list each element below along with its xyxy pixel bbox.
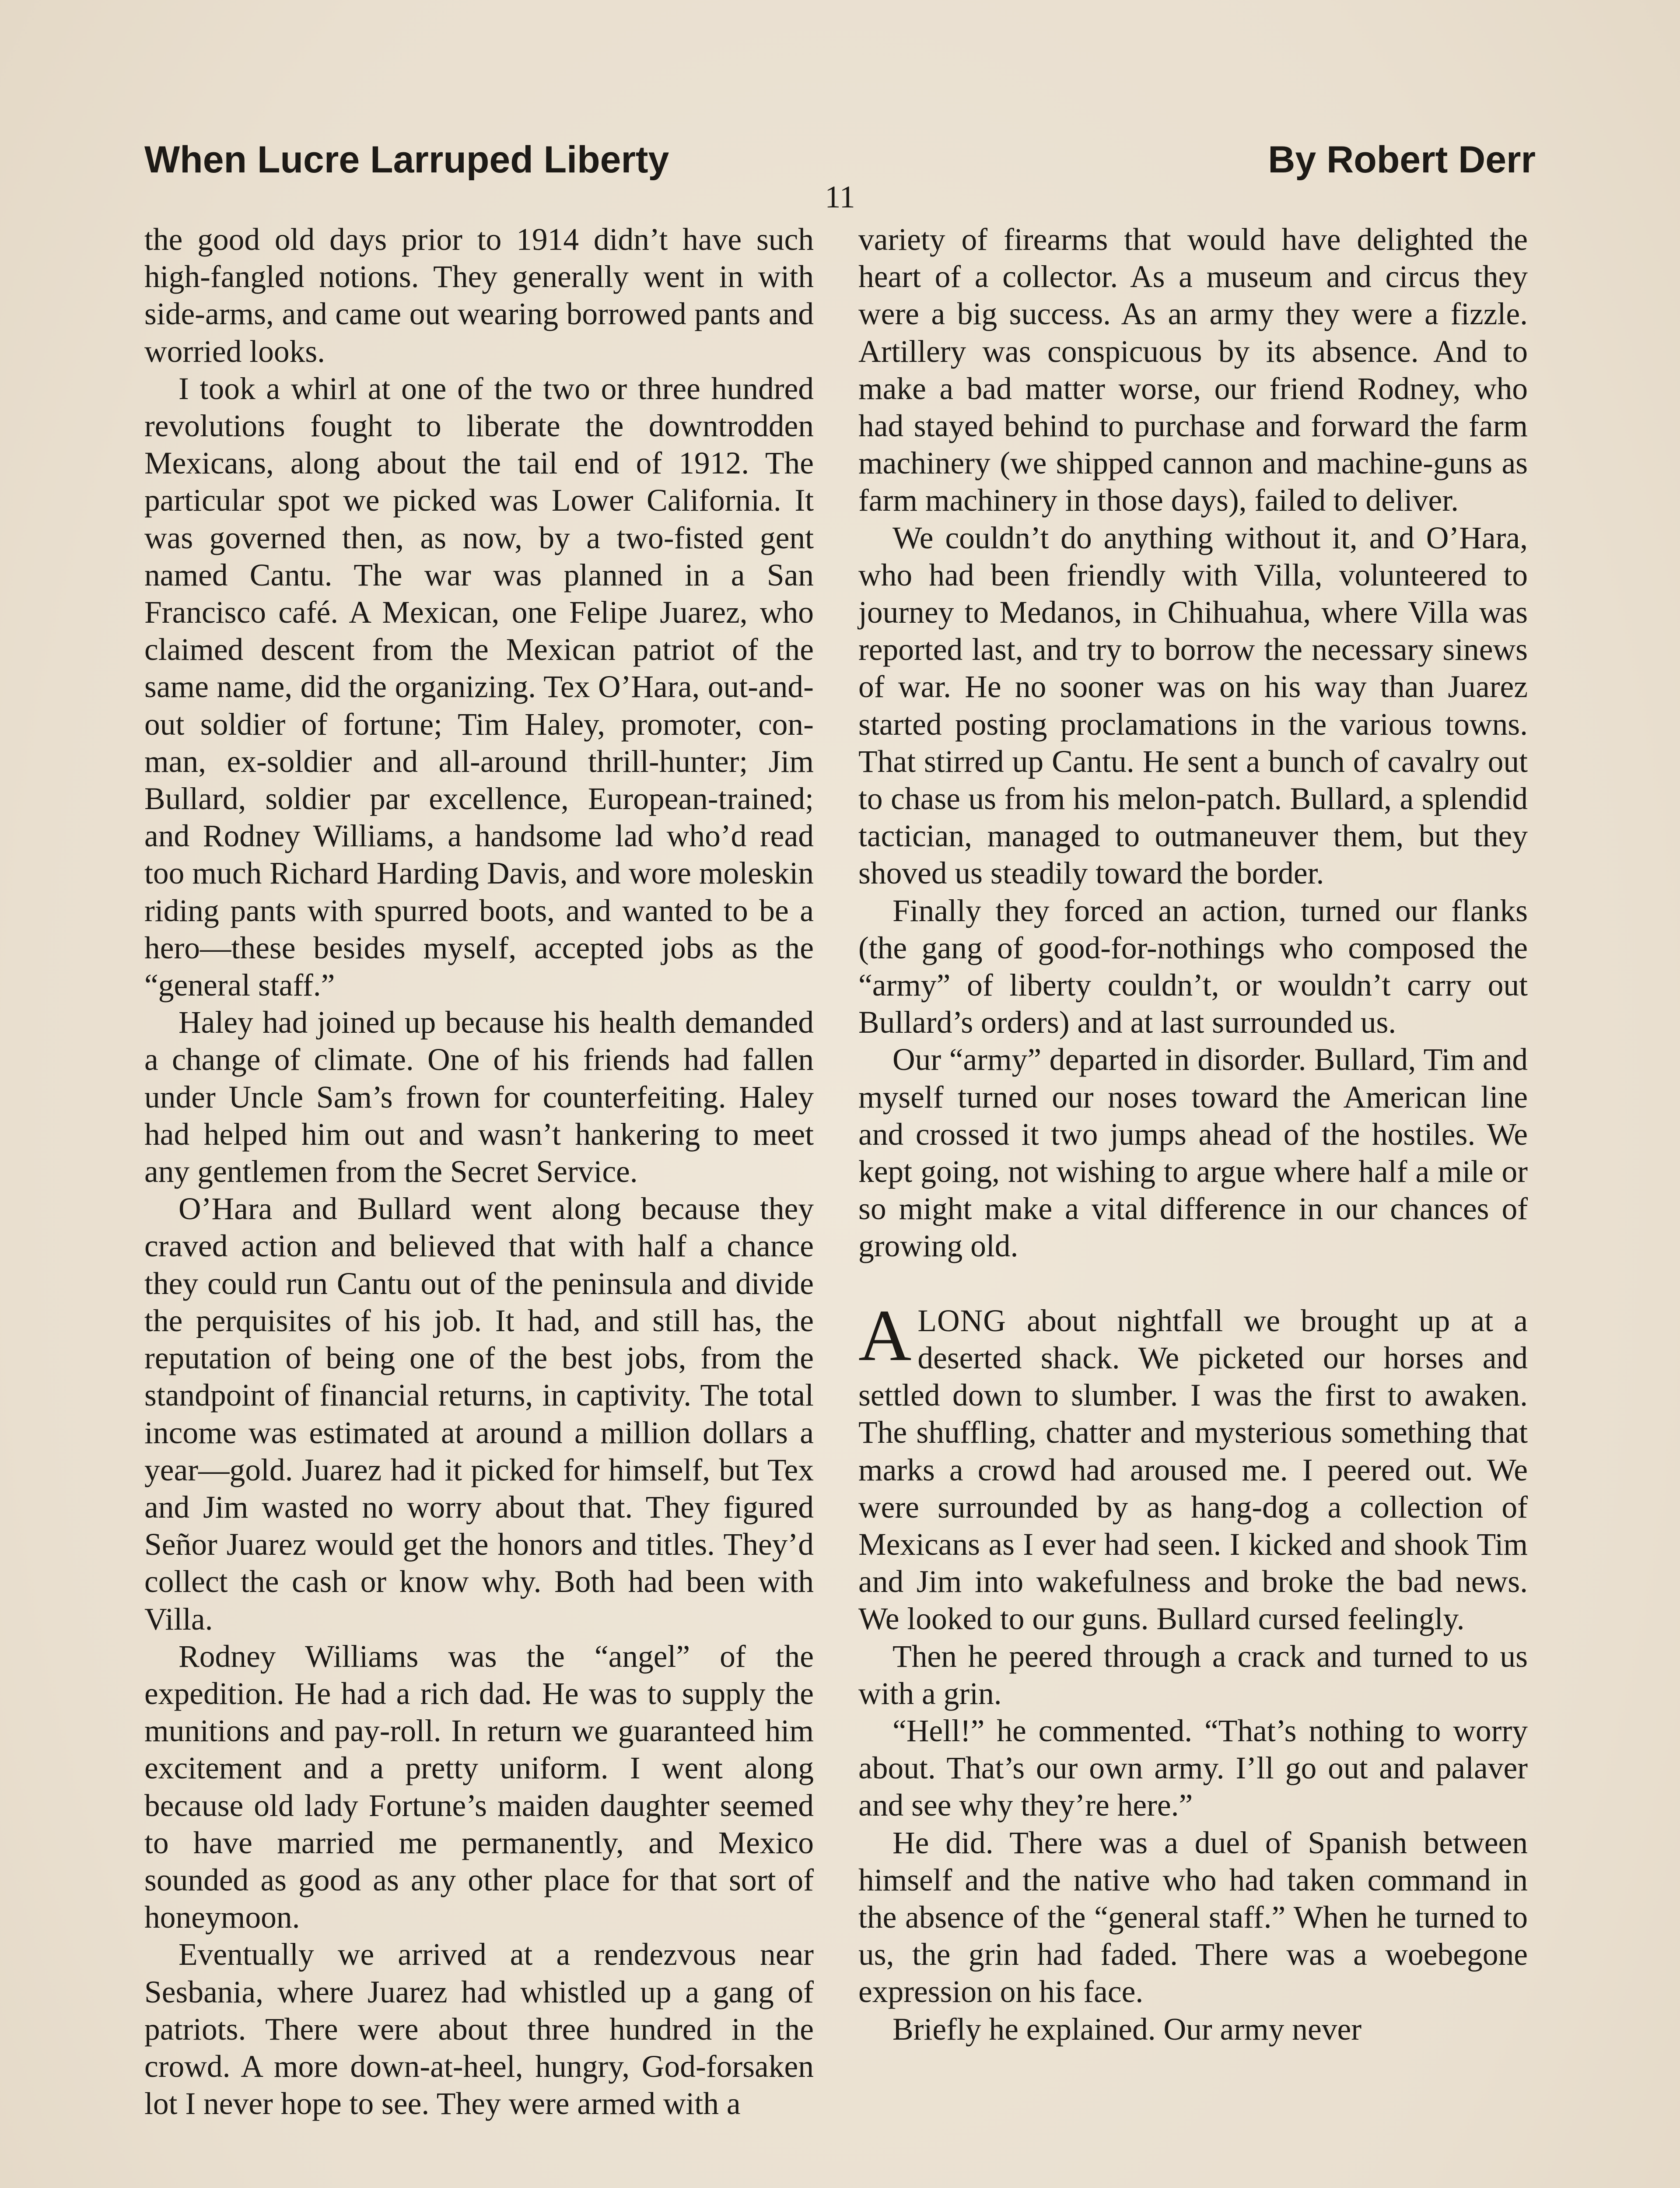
paragraph: Then he peered through a crack and turned to us with a grin. (858, 1639, 1528, 1711)
paragraph: Our “army” departed in disorder. Bullard, Tim and myself turned our noses toward the American line and crossed it two jumps ahead of the hostiles. We kept going, not wishing to argue where half a mile or so might make a vital difference in our chances of growing old. (858, 1042, 1528, 1264)
paragraph: the good old days prior to 1914 didn’t have such high-fangled notions. They generally went in with side-arms, and came out wearing borrowed pants and worried looks. (144, 222, 814, 369)
paragraph: Rodney Williams was the “angel” of the expedition. He had a rich dad. He was to supply the munitions and pay-roll. In return we guaranteed him excitement and a pretty uniform. I went along because old lady Fortune’s maiden daughter seemed to have married me permanently, and Mexico sounded as good as any other place for that sort of honeymoon. (144, 1639, 814, 1935)
section-paragraph-text: about nightfall we brought up at a deserted shack. We picketed our horses and settled down to slumber. I was the first to awaken. The shuffling, chatter and mysterious something that marks a crowd had aroused me. I peered out. We were surrounded by as hang-dog a collection of Mexicans as I ever had seen. I kicked and shook Tim and Jim into wakefulness and broke the bad news. We looked to our guns. Bullard cursed feelingly. (858, 1303, 1528, 1637)
paragraph: variety of firearms that would have delighted the heart of a collector. As a museum and circus they were a big success. As an army they were a fizzle. Artillery was conspicuous by its absence. And to make a bad matter worse, our friend Rodney, who had stayed behind to purchase and forward the farm machinery (we shipped cannon and machine-guns as farm machinery in those days), failed to deliver. (858, 222, 1528, 518)
right-column (858, 221, 1528, 2048)
paragraph: Briefly he explained. Our army never (892, 2012, 1362, 2047)
left-column (144, 221, 814, 2122)
section-opening-paragraph (858, 1294, 1528, 1638)
paragraph: “Hell!” he commented. “That’s nothing to worry about. That’s our own army. I’ll go out and palaver and see why they’re here.” (858, 1713, 1528, 1823)
paragraph: I took a whirl at one of the two or three hundred revolutions fought to liberate the downtrodden Mexicans, along about the tail end of 1912. The particular spot we picked was Lower California. It was governed then, as now, by a two-fisted gent named Cantu. The war was planned in a San Francisco café. A Mexican, one Felipe Juarez, who claimed descent from the Mexican patriot of the same name, did the organizing. Tex O’Hara, out-and-out soldier of fortune; Tim Haley, promoter, con-man, ex-soldier and all-around thrill-hunter; Jim Bullard, soldier par excellence, European-trained; and Rodney Williams, a handsome lad who’d read too much Richard Harding Davis, and wore moleskin riding pants with spurred boots, and wanted to be a hero—these besides myself, accepted jobs as the “general staff.” (144, 371, 814, 1003)
paragraph: O’Hara and Bullard went along because they craved action and believed that with half a chance they could run Cantu out of the peninsula and divide the perquisites of his job. It had, and still has, the reputation of being one of the best jobs, from the standpoint of financial returns, in captivity. The total income was estimated at around a million dollars a year—gold. Juarez had it picked for himself, but Tex and Jim wasted no worry about that. They figured Señor Juarez would get the honors and titles. They’d collect the cash or know why. Both had been with Villa. (144, 1192, 814, 1637)
section-first-word: LONG (917, 1303, 1006, 1338)
author-byline: By Robert Derr (1268, 139, 1536, 181)
paragraph: Eventually we arrived at a rendezvous near Sesbania, where Juarez had whistled up a gang of patriots. There were about three hundred in the crowd. A more down-at-heel, hungry, God-forsaken lot I never hope to see. They were armed with a (144, 1937, 814, 2121)
paragraph: We couldn’t do anything without it, and O’Hara, who had been friendly with Villa, volunteered to journey to Medanos, in Chihuahua, where Villa was reported last, and try to borrow the necessary sinews of war. He no sooner was on his way than Juarez started posting proclamations in the various towns. That stirred up Cantu. He sent a bunch of cavalry out to chase us from his melon-patch. Bullard, a splendid tactician, managed to outmaneuver them, but they shoved us steadily toward the border. (858, 520, 1528, 891)
story-title: When Lucre Larruped Liberty (144, 139, 669, 181)
drop-cap: A (858, 1294, 912, 1376)
page-number: 11 (825, 179, 855, 214)
paragraph: He did. There was a duel of Spanish between himself and the native who had taken command in the absence of the “general staff.” When he turned to us, the grin had faded. There was a woebegone expression on his face. (858, 1825, 1528, 2009)
paragraph: Finally they forced an action, turned our flanks (the gang of good-for-nothings who composed the “army” of liberty couldn’t, or wouldn’t carry out Bullard’s orders) and at last surrounded us. (858, 893, 1528, 1040)
paragraph: Haley had joined up because his health demanded a change of climate. One of his friends had fallen under Uncle Sam’s frown for counterfeiting. Haley had helped him out and wasn’t hankering to meet any gentlemen from the Secret Service. (144, 1005, 814, 1189)
